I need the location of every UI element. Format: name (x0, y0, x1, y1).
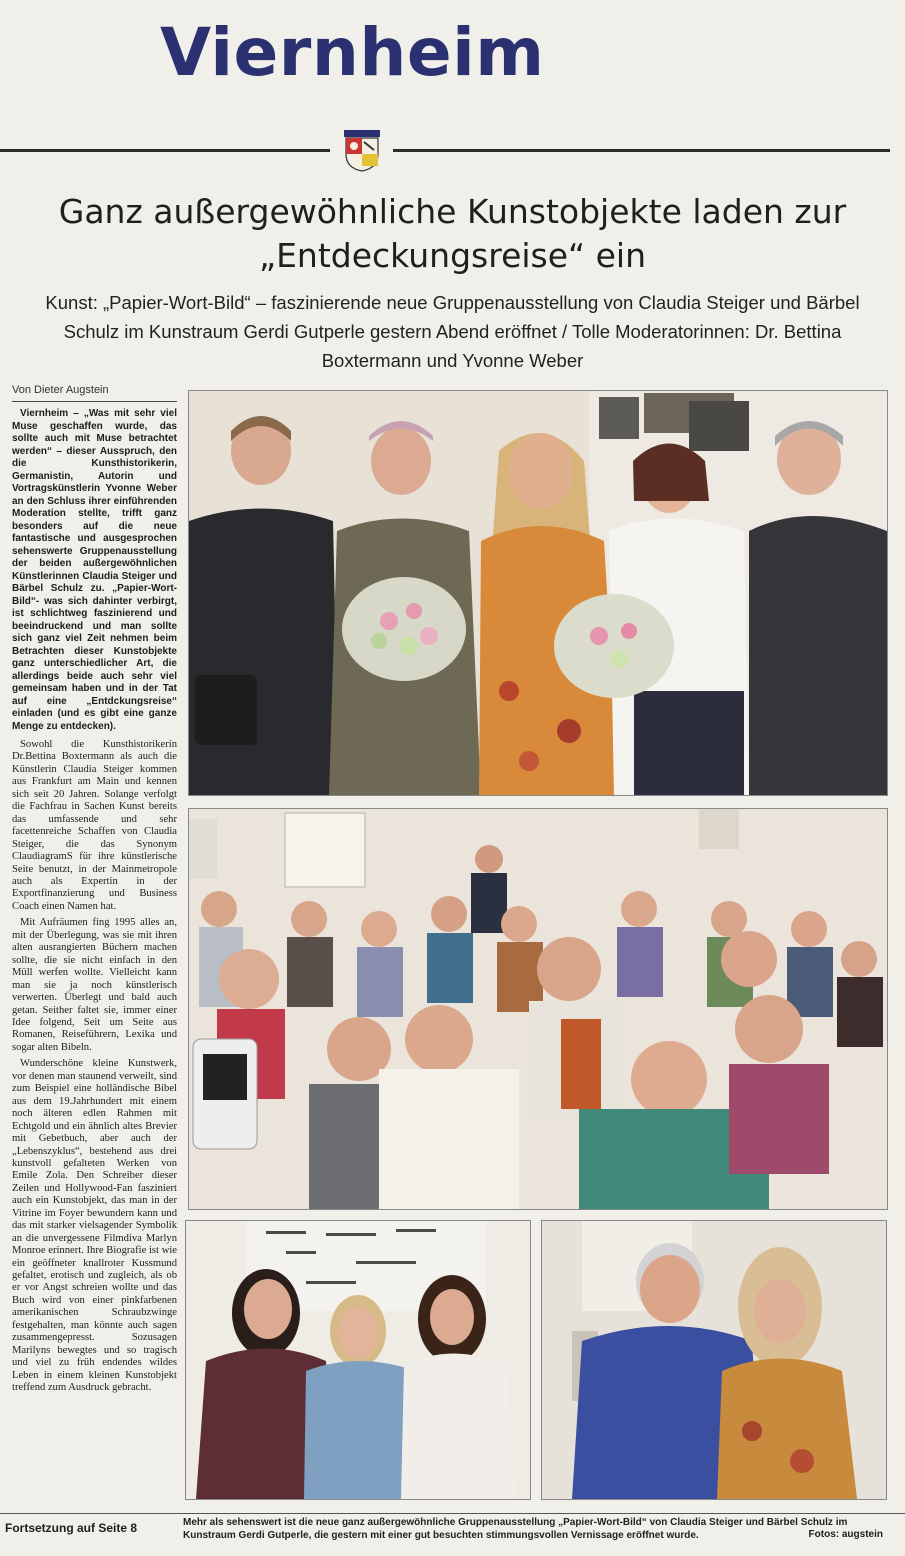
coat-of-arms-icon (342, 128, 382, 172)
byline-rule (12, 401, 177, 402)
byline: Von Dieter Augstein (12, 384, 109, 396)
continued-note: Fortsetzung auf Seite 8 (5, 1521, 138, 1535)
photo-three-women (185, 1220, 531, 1500)
masthead-rule-left (0, 149, 330, 152)
photo-caption: Mehr als sehenswert ist die neue ganz außergewöhnliche Gruppenausstellung „Papier-Wort-Bild“ von Claudia Steiger und Bärbel Schulz im Kunstraum Gerdi Gutperle, die gestern mit einer gut besuchten stimmungsvollen Vernissage eröffnet wurde. (183, 1517, 848, 1541)
article-body (12, 408, 177, 1496)
article-subheadline: Kunst: „Papier-Wort-Bild“ – faszinierende neue Gruppenausstellung von Claudia Steiger und Bärbel Schulz im Kunstraum Gerdi Gutperle gestern Abend eröffnet / Tolle Moderatorinnen: Dr. Bettina Boxtermann und Yvonne Weber (45, 292, 860, 371)
article-lead: Viernheim – „Was mit sehr viel Muse geschaffen wurde, das sollte auch mit Muse betrachtet werden“ – dieser Ausspruch, den die Kunsthistorikerin, Germanistin, Autorin und Vortragskünstlerin Yvonne Weber an den Schluss ihrer einführenden Moderation stellte, trifft ganz besonders auf die neue fantastische und ausgesprochen sehenswerte Gruppenausstellung der beiden außergewöhnlichen Künstlerinnen Claudia Steiger und Bärbel Schulz zu. „Papier-Wort-Bild“- was sich dahinter verbirgt, ist schlichtweg faszinierend und beeindruckend und man sollte sich ganz viel Zeit nehmen beim Betrachten dieser Kunstobjekte ganz unterschiedlicher Art, die allerdings beide auch sehr viel gemeinsam haben und in der Tat auf eine „Entdckungsreise“ einladen (und es gibt eine ganze Menge zu entdecken). (12, 408, 177, 732)
footer-rule (0, 1513, 905, 1514)
masthead-rule-right (393, 149, 890, 152)
photo-audience (188, 808, 888, 1210)
article-paragraph: Mit Aufräumen fing 1995 alles an, mit der Überlegung, was sie mit ihren alten ausrangierten Büchern machen sollte, die sie nicht einfach in den Müll werfen wollte. Vielleicht kann man sie ja noch künstlerisch verwerten. Überlegt und bald auch getan. Seither faltet sie, immer einer Idee folgend, Seit um Seite aus Romanen, Reiseführern, Lexika und sogar alten Bibeln. (12, 917, 177, 1053)
article-paragraph: Sowohl die Kunsthistorikerin Dr.Bettina Boxtermann als auch die Künstlerin Claudia Steiger kommen aus Frankfurt am Main und kennen sich seit 20 Jahren. Solange verfolgt die Fachfrau in Sachen Kunst bereits das umfassende und sehr facettenreiche Schaffen von Claudia Steiger, die das Synonym ClaudiagramS für ihre künstlerische Seite benutzt, in der Mainmetropole auch als Expertin in der Exportfinanzierung und Business Coach einen Namen hat. (12, 739, 177, 912)
article-paragraph: Wunderschöne kleine Kunstwerk, vor denen man staunend verweilt, sind zum Beispiel eine holländische Bibel aus dem 19.Jahrhundert mit einem noch älteren edlen Rahmen mit Echtgold und ein ähnlich altes Brevier mit Gebetbuch, aber auch der „Lebenszyklus“, bestehend aus drei kunstvoll gefalteten Werken von Emile Zola. Den Schreiber dieser Zeilen und Hollywood-Fan fasziniert auch ein Kunstobjekt, das man in der Vitrine im Foyer bewundern kann und das mit starker vielsagender Symbolik an die unvergessene Filmdiva Marlyn Monroe erinnert. Ihre Biografie ist wie ein geöffneter knallroter Kussmund gefaltet, erotisch und zugleich, als ob er vor Angst schreien wollte und das Buch wird von einer pinkfarbenen amerikanischen Schraubzwinge festgehalten, man könnte auch sagen zusammengepresst. Sozusagen Marilyns bewegtes und so tragisch und viel zu früh endendes wildes Leben in einem kleinen Kunstobjekt treffend zum Ausdruck gebracht. (12, 1058, 177, 1394)
photo-couple (541, 1220, 887, 1500)
photo-group-portrait (188, 390, 888, 796)
photo-credit: Fotos: augstein (808, 1529, 883, 1540)
article-headline: Ganz außergewöhnliche Kunstobjekte laden zur „Entdeckungsreise“ ein (58, 192, 847, 275)
masthead-title: Viernheim (160, 14, 545, 91)
